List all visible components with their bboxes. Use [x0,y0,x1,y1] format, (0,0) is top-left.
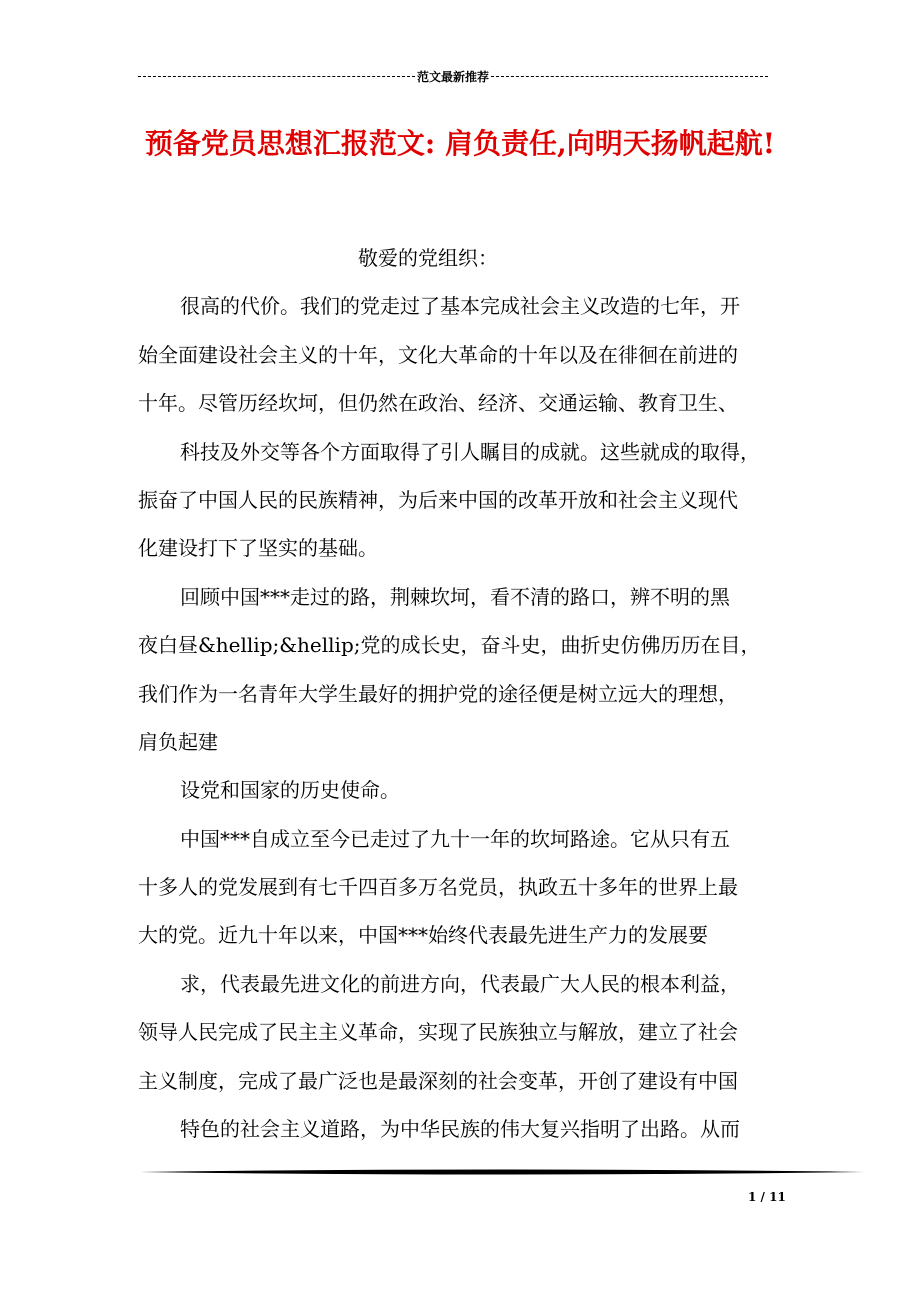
body-line: 化建设打下了坚实的基础。 [138,536,378,560]
salutation: 敬爱的党组织： [358,246,498,270]
body-line: 很高的代价。我们的党走过了基本完成社会主义改造的七年，开 [180,294,740,318]
body-line: 主义制度，完成了最广泛也是最深刻的社会变革，开创了建设有中国 [138,1069,738,1093]
body-line: 十多人的党发展到有七千四百多万名党员，执政五十多年的世界上最 [138,875,738,899]
header-dash-right [491,76,768,77]
body-line: 特色的社会主义道路，为中华民族的伟大复兴指明了出路。从而 [180,1117,740,1141]
body-line: 振奋了中国人民的民族精神，为后来中国的改革开放和社会主义现代 [138,488,738,512]
footer-rule [140,1167,864,1177]
body-line: 十年。尽管历经坎坷，但仍然在政治、经济、交通运输、教育卫生、 [138,391,738,415]
body-line: 夜白昼&hellip;&hellip;党的成长史，奋斗史，曲折史仿佛历历在目， [138,633,761,657]
body-line: 回顾中国***走过的路，荆棘坎坷，看不清的路口，辨不明的黑 [180,585,730,609]
body-line: 始全面建设社会主义的十年，文化大革命的十年以及在徘徊在前进的 [138,343,738,367]
document-title: 预备党员思想汇报范文: 肩负责任,向明天扬帆起航! [144,127,776,160]
body-line: 领导人民完成了民主主义革命，实现了民族独立与解放，建立了社会 [138,1020,738,1044]
page-number: 1 / 11 [748,1190,786,1204]
header-dash-left [138,76,415,77]
body-line: 求，代表最先进文化的前进方向，代表最广大人民的根本利益， [180,972,740,996]
header-banner [138,68,768,84]
body-line: 肩负起建 [138,730,218,754]
body-line: 中国***自成立至今已走过了九十一年的坎坷路途。它从只有五 [180,827,730,851]
body-line: 大的党。近九十年以来，中国***始终代表最先进生产力的发展要 [138,923,708,947]
body-line: 我们作为一名青年大学生最好的拥护党的途径便是树立远大的理想， [138,682,738,706]
body-line: 科技及外交等各个方面取得了引人瞩目的成就。这些就成的取得， [180,440,760,464]
header-label: 范文最新推荐 [417,69,490,84]
body-line: 设党和国家的历史使命。 [180,778,400,802]
